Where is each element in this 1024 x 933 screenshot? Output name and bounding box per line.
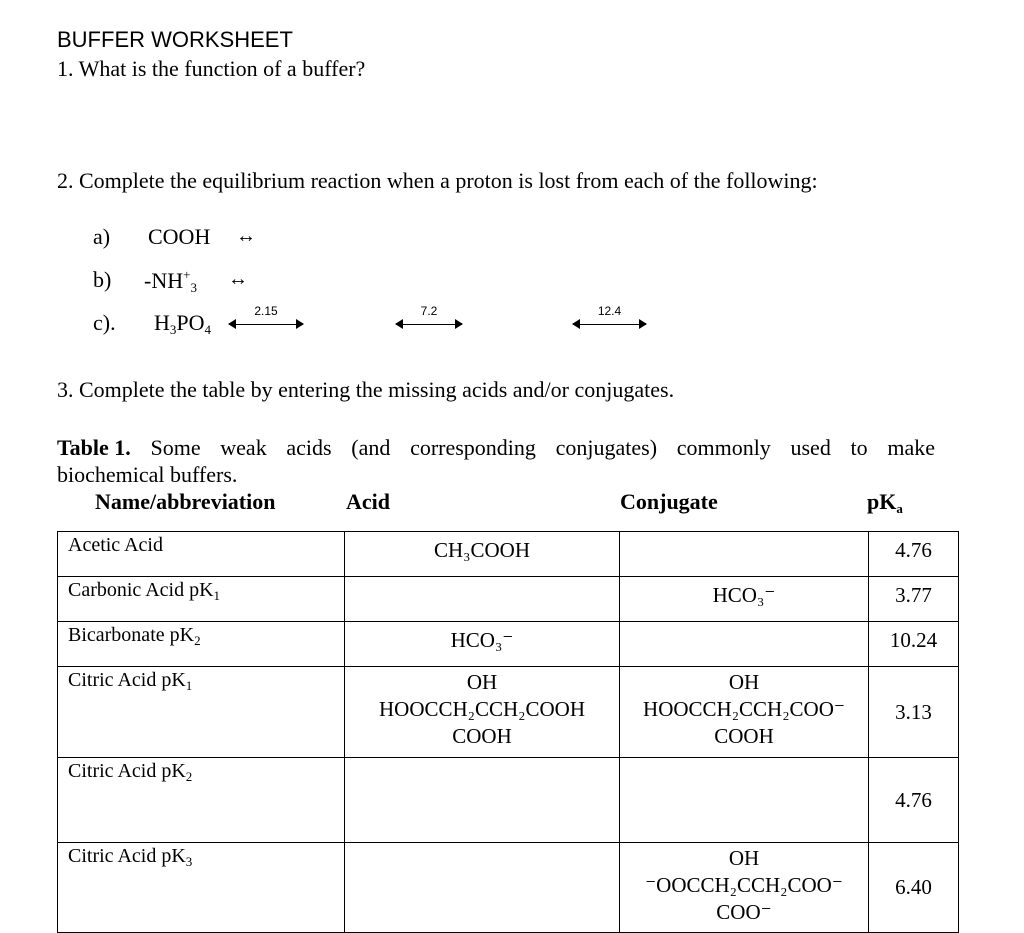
caption-word: to [850, 435, 868, 460]
worksheet-title: BUFFER WORKSHEET [57, 27, 293, 52]
buffer-table [57, 531, 959, 933]
pka3-value: 12.4 [597, 304, 622, 318]
caption-word: make [887, 435, 935, 460]
header-pka: $pK_a$ [867, 489, 903, 516]
pka-cell: 4.76 [869, 758, 959, 843]
row-name: Bicarbonate $pK_2$ [58, 622, 345, 667]
conjugate-cell [620, 843, 869, 933]
part-b-equilibrium-arrow-icon: ↔ [228, 268, 248, 290]
pka-cell: 6.40 [869, 843, 959, 933]
acid-cell [345, 667, 620, 758]
table-row [58, 622, 959, 667]
part-c-species: $H_3PO_4$ [154, 310, 212, 337]
caption-word: corresponding [410, 435, 536, 460]
header-name: Name/abbreviation [95, 489, 276, 514]
molecule-structure: OH ⁻OOCCH₂CCH₂COO⁻ COO⁻ [645, 846, 843, 924]
row-name: Citric Acid $pK_2$ [58, 758, 345, 843]
conjugate-cell [620, 667, 869, 758]
table-caption [57, 434, 935, 488]
header-acid: Acid [346, 489, 390, 514]
pka-cell: 3.13 [869, 667, 959, 758]
row-name: Acetic Acid [58, 532, 345, 577]
caption-word: used [790, 435, 831, 460]
table-row [58, 577, 959, 622]
caption-word: weak [220, 435, 267, 460]
molecule-structure: OH HOOCCH₂CCH₂COO⁻ COOH [643, 670, 845, 748]
question-2: 2. Complete the equilibrium reaction when a proton is lost from each of the following: [57, 168, 818, 193]
acid-cell: CH₃COOH [345, 532, 620, 577]
part-a-species: COOH [148, 224, 211, 249]
part-b-species: $-NH^+_3$ [144, 267, 197, 295]
acid-cell[interactable] [345, 577, 620, 622]
question-3: 3. Complete the table by entering the missing acids and/or conjugates. [57, 377, 675, 402]
molecule-structure: OH HOOCCH₂CCH₂COOH COOH [378, 670, 585, 748]
part-c-label: c). [93, 310, 116, 335]
row-name: Carbonic Acid $pK_1$ [58, 577, 345, 622]
caption-word: Some [150, 435, 201, 460]
table-caption-label: Table 1. [57, 435, 131, 460]
pka2-value: 7.2 [420, 304, 438, 318]
pka-cell: 3.77 [869, 577, 959, 622]
table-row [58, 667, 959, 758]
part-a-equilibrium-arrow-icon: ↔ [236, 225, 256, 247]
part-b-label: b) [93, 267, 112, 292]
table-row [58, 758, 959, 843]
pka2-equilibrium-arrow-icon [396, 304, 462, 328]
conjugate-cell: HCO₃⁻ [620, 577, 869, 622]
acid-cell: HCO₃⁻ [345, 622, 620, 667]
part-a-label: a) [93, 224, 111, 249]
pka3-equilibrium-arrow-icon [573, 304, 646, 328]
table-caption-line2: biochemical buffers. [57, 462, 238, 487]
conjugate-cell[interactable] [620, 622, 869, 667]
pka-cell: 10.24 [869, 622, 959, 667]
caption-word: commonly [676, 435, 771, 460]
pka1-equilibrium-arrow-icon [229, 304, 303, 328]
row-name: Citric Acid $pK_3$ [58, 843, 345, 933]
caption-word: (and [351, 435, 391, 460]
pka-cell: 4.76 [869, 532, 959, 577]
table-row [58, 843, 959, 933]
pka1-value: 2.15 [254, 304, 278, 318]
caption-word: conjugates) [555, 435, 658, 460]
acid-cell[interactable] [345, 758, 620, 843]
conjugate-cell[interactable] [620, 758, 869, 843]
question-1: 1. What is the function of a buffer? [57, 56, 366, 81]
header-conjugate: Conjugate [620, 489, 718, 514]
acid-cell[interactable] [345, 843, 620, 933]
caption-word: acids [286, 435, 332, 460]
conjugate-cell[interactable] [620, 532, 869, 577]
row-name: Citric Acid $pK_1$ [58, 667, 345, 758]
table-row [58, 532, 959, 577]
